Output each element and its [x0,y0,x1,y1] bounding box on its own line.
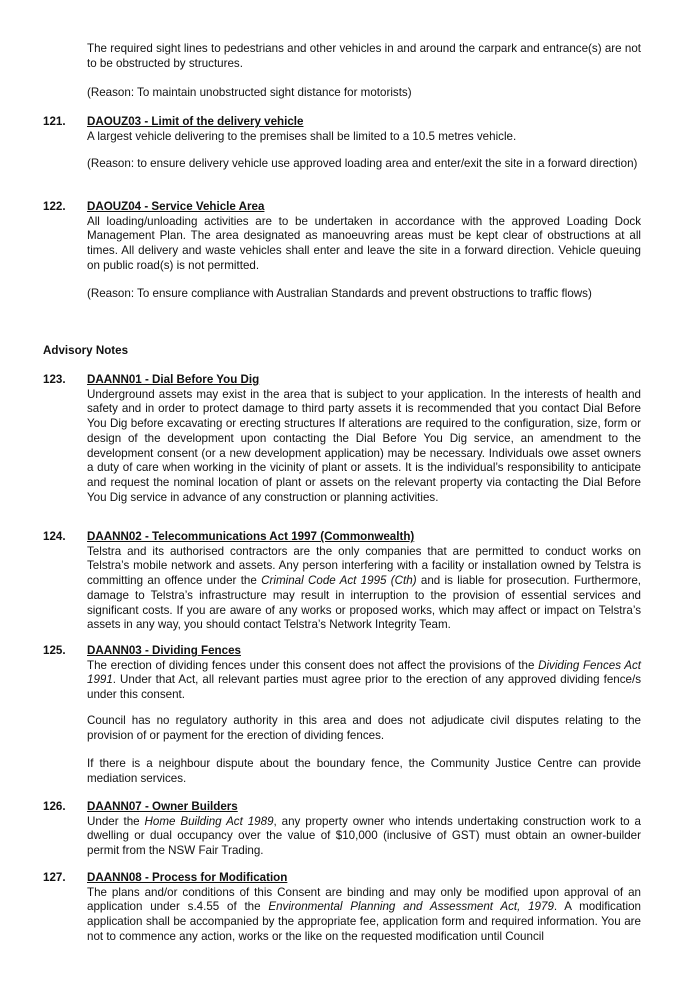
condition-body: Underground assets may exist in the area that is subject to your application. In the interests of health and safety and in order to protect damage to third party assets it is recommended that you contact Dial Before You Dig before excavating or erecting structures If alterations are required to the configuration, size, form or design of the development upon contacting the Dial Before You Dig service, an amendment to the development consent (or a new development application) may be necessary. Individuals owe asset owners a duty of care when working in the vicinity of plant or assets. It is the individual’s responsibility to anticipate and request the nominal location of plant or assets on the relevant property via contacting the Dial Before You Dig service in advance of any construction or planning activities. [87,387,641,504]
condition-title: DAANN01 - Dial Before You Dig [87,373,260,386]
condition-number-121: 121. [43,115,66,128]
condition-number-124: 124. [43,530,66,543]
intro-reason: (Reason: To maintain unobstructed sight distance for motorists) [87,86,412,99]
condition-body: The erection of dividing fences under this consent does not affect the provisions of the [87,658,539,672]
condition-number-127: 127. [43,871,66,884]
condition-125-paragraph-3: If there is a neighbour dispute about the boundary fence, the Community Justice Centre can provide mediation services. [87,757,641,785]
section-heading-advisory-notes: Advisory Notes [43,344,129,357]
condition-127 [87,871,641,945]
condition-number-125: 125. [43,644,66,657]
condition-body-cont: and is liable for prosecution. Furthermore, damage to Telstra’s infrastructure may result in interruption to the provision of essential services and significant costs. If you are aware of any works or proposed works, which may affect or impact on Telstra’s assets in any way, you should contact Telstra’s Network Integrity Team. [87,574,641,632]
condition-body: Telstra and its authorised contractors are the only companies that are permitted to conduct works on Telstra’s mobile network and assets. Any person interfering with a facility or installation owned by Telstra is committing an offence under the [87,544,641,588]
condition-body-cont: , any property owner who intends undertaking construction work to a dwelling or dual occupancy over the value of $10,000 (inclusive of GST) must obtain an owner-builder permit from the NSW Fair Trading. [87,814,641,858]
condition-body: All loading/unloading activities are to be undertaken in accordance with the approved Loading Dock Management Plan. The area designated as manoeuvring areas must be kept clear of obstructions at all times. All delivery and waste vehicles shall enter and leave the site in a forward direction. Vehicle queuing on public road(s) is not permitted. [87,214,641,272]
condition-body: Under the [87,814,145,828]
act-citation: Dividing Fences Act 1991 [87,658,641,687]
condition-title: DAANN08 - Process for Modification [87,871,288,884]
act-citation: Criminal Code Act 1995 (Cth) [261,574,417,588]
condition-body-cont: . A modification application shall be accompanied by the appropriate fee, application form and required information. You are not to commence any action, works or the like on the requested modification until Council [87,900,641,943]
intro-paragraph: The required sight lines to pedestrians and other vehicles in and around the carpark and entrance(s) are not to be obstructed by structures. [87,42,641,70]
condition-125 [87,644,641,703]
act-citation: Home Building Act 1989 [144,814,274,828]
condition-122 [87,200,641,274]
condition-125-paragraph-2: Council has no regulatory authority in this area and does not adjudicate civil disputes relating to the provision of or payment for the erection of dividing fences. [87,714,641,742]
condition-body-cont: . Under that Act, all relevant parties must agree prior to the erection of any approved dividing fence/s under this consent. [87,673,641,702]
condition-title: DAOUZ04 - Service Vehicle Area [87,200,265,213]
condition-title: DAANN07 - Owner Builders [87,800,238,813]
condition-121 [87,115,641,144]
condition-number-122: 122. [43,200,66,213]
condition-body: A largest vehicle delivering to the premises shall be limited to a 10.5 metres vehicle. [87,129,517,143]
condition-body: The plans and/or conditions of this Consent are binding and may only be modified upon approval of an application under s.4.55 of the [87,885,641,914]
condition-123 [87,373,641,505]
condition-number-123: 123. [43,373,66,386]
condition-title: DAOUZ03 - Limit of the delivery vehicle [87,115,304,128]
condition-124 [87,530,641,633]
condition-121-reason: (Reason: to ensure delivery vehicle use approved loading area and enter/exit the site in a forward direction) [87,157,638,170]
condition-number-126: 126. [43,800,66,813]
condition-title: DAANN02 - Telecommunications Act 1997 (Commonwealth) [87,530,415,543]
condition-126 [87,800,641,859]
act-citation: Environmental Planning and Assessment Act, 1979 [268,900,554,914]
condition-title: DAANN03 - Dividing Fences [87,644,241,657]
condition-122-reason: (Reason: To ensure compliance with Australian Standards and prevent obstructions to traffic flows) [87,287,592,300]
